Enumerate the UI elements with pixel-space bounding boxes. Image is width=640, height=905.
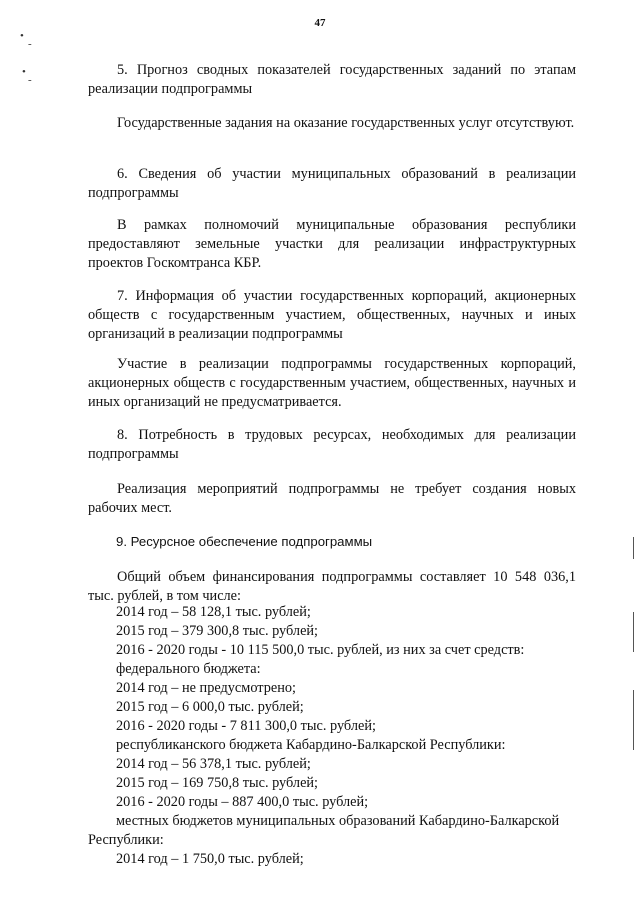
financing-line: Республики: [88,832,164,848]
financing-line: 2016 - 2020 годы - 7 811 300,0 тыс. рублей; [116,718,376,734]
scan-artifact-mark: - [28,74,32,86]
section-body: Государственные задания на оказание государственных услуг отсутствуют. [117,115,575,131]
financing-line: федерального бюджета: [116,661,261,677]
financing-line: 2016 - 2020 годы - 10 115 500,0 тыс. рублей, из них за счет средств: [116,642,525,658]
page-number: 47 [314,17,326,29]
financing-line: 2016 - 2020 годы – 887 400,0 тыс. рублей; [116,794,369,810]
scan-artifact-mark: • [20,30,24,42]
financing-line: 2015 год – 169 750,8 тыс. рублей; [116,775,319,791]
financing-line: 2014 год – 1 750,0 тыс. рублей; [116,851,304,867]
financing-line: 2014 год – не предусмотрено; [116,680,296,696]
scan-artifact-mark: • [22,66,26,78]
section-heading: 7. Информация об участии государственных корпораций, акционерных обществ с государственным участием, общественных, научных и иных организаций в реализации подпрограммы [88,288,576,342]
scan-edge-line [633,537,634,559]
financing-line: 2014 год – 56 378,1 тыс. рублей; [116,756,311,772]
financing-line: 2015 год – 379 300,8 тыс. рублей; [116,623,319,639]
section-body: В рамках полномочий муниципальные образования республики предоставляют земельные участки для реализации инфраструктурных проектов Госкомтранса КБР. [88,217,576,271]
section-body: Участие в реализации подпрограммы государственных корпораций, акционерных обществ с государственным участием, общественных, научных и иных организаций не предусматривается. [88,356,576,410]
scan-edge-line [633,690,634,750]
financing-intro: Общий объем финансирования подпрограммы составляет 10 548 036,1 тыс. рублей, в том числе: [88,569,576,604]
section-heading: 5. Прогноз сводных показателей государственных заданий по этапам реализации подпрограммы [88,62,576,97]
section-body: Реализация мероприятий подпрограммы не требует создания новых рабочих мест. [88,481,576,516]
scan-artifact-mark: - [28,38,32,50]
financing-line: 2014 год – 58 128,1 тыс. рублей; [116,604,311,620]
section-heading: 8. Потребность в трудовых ресурсах, необходимых для реализации подпрограммы [88,427,576,462]
financing-line: республиканского бюджета Кабардино-Балкарской Республики: [116,737,506,753]
section-heading: 9. Ресурсное обеспечение подпрограммы [116,534,373,549]
financing-line: местных бюджетов муниципальных образований Кабардино-Балкарской [116,813,560,829]
scan-edge-line [633,612,634,652]
section-heading: 6. Сведения об участии муниципальных образований в реализации подпрограммы [88,166,576,201]
financing-line: 2015 год – 6 000,0 тыс. рублей; [116,699,304,715]
